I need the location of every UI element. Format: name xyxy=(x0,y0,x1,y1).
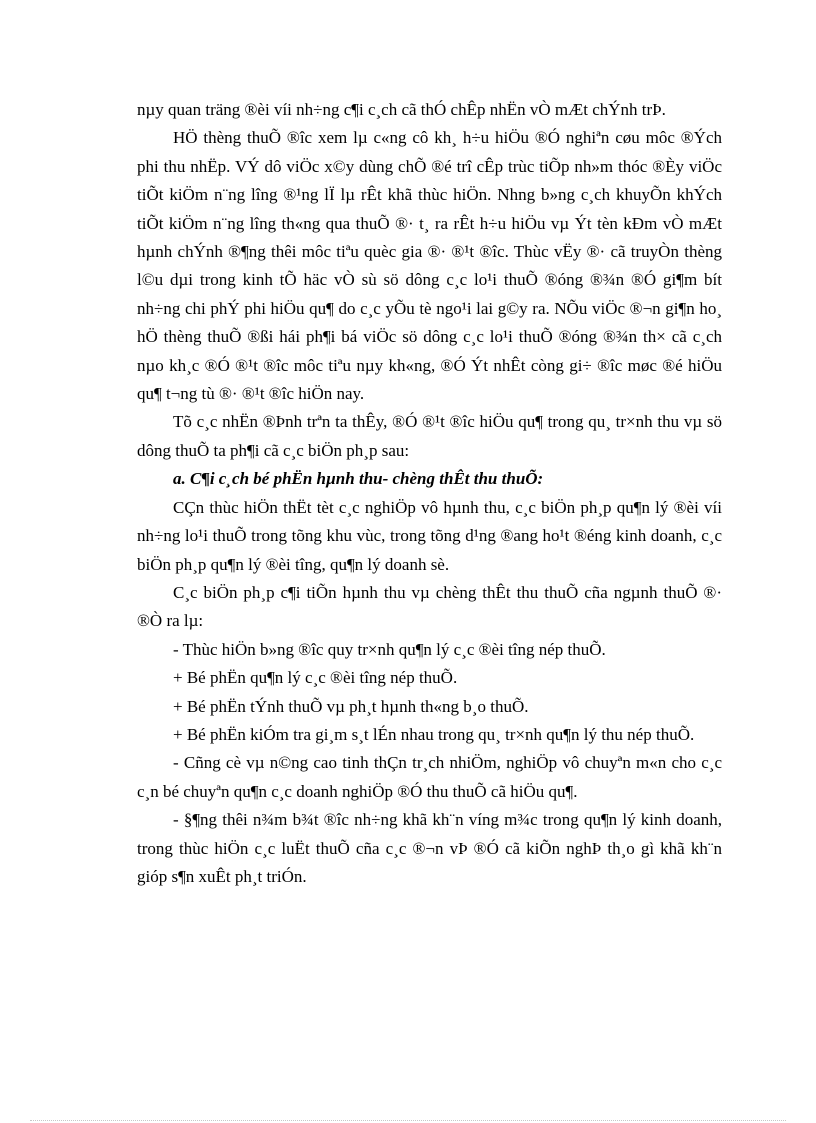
paragraph: + Bé phËn kiÓm tra gi¸m s¸t lÉn nhau trong qu¸ tr×nh qu¶n lý thu nép thuÕ. xyxy=(173,724,695,744)
paragraph: CÇn thùc hiÖn thËt tèt c¸c nghiÖp vô hµnh thu, c¸c biÖn ph¸p qu¶n lý ®èi víi nh÷ng lo¹i thuÕ trong tõng khu vùc, trong tõng d¹ng ®ang ho¹t ®éng kinh doanh, c¸c biÖn ph¸p qu¶n lý ®èi tîng, qu¶n lý doanh sè. xyxy=(137,497,722,574)
paragraph: + Bé phËn tÝnh thuÕ vµ ph¸t hµnh th«ng b¸o thuÕ. xyxy=(173,696,529,716)
paragraph: Tõ c¸c nhËn ®Þnh trªn ta thÊy, ®Ó ®¹t ®îc hiÖu qu¶ trong qu¸ tr×nh thu vµ sö dông thuÕ ta ph¶i cã c¸c biÖn ph¸p sau: xyxy=(137,412,722,460)
section-heading: a. C¶i c¸ch bé phËn hµnh thu- chèng thÊt thu thuÕ: xyxy=(173,469,544,489)
paragraph: - §¶ng thêi n¾m b¾t ®îc nh÷ng khã kh¨n víng m¾c trong qu¶n lý kinh doanh, trong thùc hiÖn c¸c luËt thuÕ cña c¸c ®¬n vÞ ®Ó cã kiÕn nghÞ th¸o gì khã kh¨n gióp s¶n xuÊt ph¸t triÓn. xyxy=(137,810,722,886)
document-body xyxy=(137,96,722,891)
paragraph: HÖ thèng thuÕ ®îc xem lµ c«ng cô kh¸ h÷u hiÖu ®Ó nghiªn cøu môc ®Ých phi thu nhËp. VÝ dô viÖc x©y dùng chÕ ®é trî cÊp trùc tiÕp nh»m thóc ®Èy viÖc tiÕt kiÖm n¨ng lîng ®¹ng lÏ lµ rÊt khã thùc hiÖn. Nhng b»ng c¸ch khuyÕn khÝch tiÕt kiÖm n¨ng lîng th«ng qua thuÕ ®· t¸ ra rÊt h÷u hiÖu vµ Ýt tèn kÐm vÒ mÆt hµnh chÝnh ®¶ng thêi môc tiªu quèc gia ®· ®¹t ®îc. Thùc vËy ®· cã truyÒn thèng l©u dµi trong kinh tÕ häc vÒ sù sö dông c¸c lo¹i thuÕ ®óng ®¾n ®Ó gi¶m bít nh÷ng chi phÝ phi hiÖu qu¶ do c¸c yÕu tè ngo¹i lai g©y ra. NÕu viÖc ®¬n gi¶n ho¸ hÖ thèng thuÕ ®ßi hái ph¶i bá viÖc sö dông c¸c lo¹i thuÕ ®óng ®¾n th× cã c¸ch nµo kh¸c ®Ó ®¹t ®îc môc tiªu nµy kh«ng, ®Ó Ýt nhÊt còng gi÷ ®îc møc ®é hiÖu qu¶ t¬ng tù ®· ®¹t ®îc hiÖn nay. xyxy=(137,128,722,404)
paragraph: + Bé phËn qu¶n lý c¸c ®èi tîng nép thuÕ. xyxy=(173,668,458,688)
paragraph: nµy quan träng ®èi víi nh÷ng c¶i c¸ch cã thÓ chÊp nhËn vÒ mÆt chÝnh trÞ. xyxy=(137,100,666,119)
paragraph: - Thùc hiÖn b»ng ®îc quy tr×nh qu¶n lý c¸c ®èi tîng nép thuÕ. xyxy=(173,639,606,659)
page-bottom-rule xyxy=(30,1120,786,1121)
paragraph: C¸c biÖn ph¸p c¶i tiÕn hµnh thu vµ chèng thÊt thu thuÕ cña ngµnh thuÕ ®· ®Ò ra lµ: xyxy=(137,582,722,631)
paragraph: - Cñng cè vµ n©ng cao tinh thÇn tr¸ch nhiÖm, nghiÖp vô chuyªn m«n cho c¸c c¸n bé chuyªn qu¶n c¸c doanh nghiÖp ®Ó thu thuÕ cã hiÖu qu¶. xyxy=(137,753,722,801)
